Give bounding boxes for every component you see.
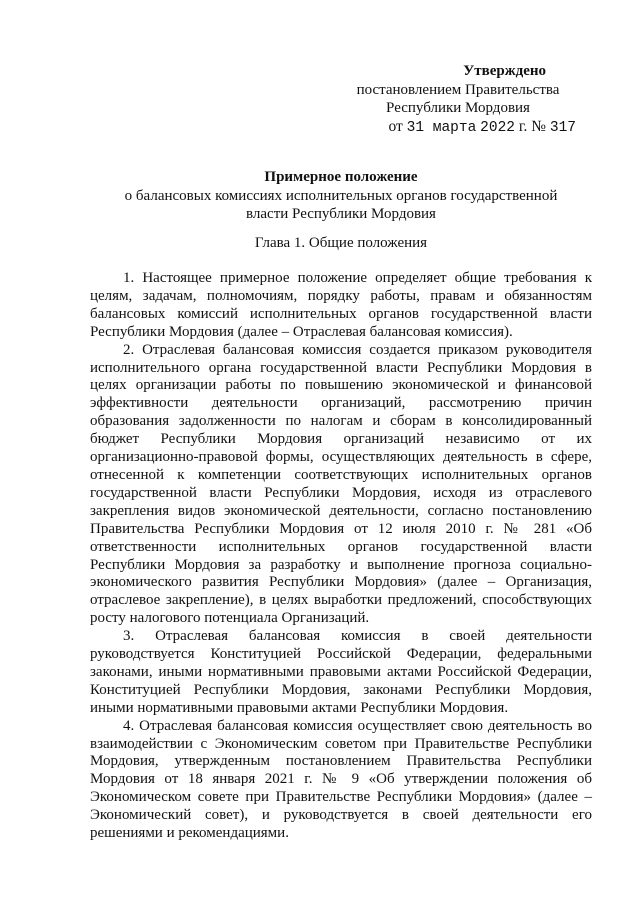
document-title: [90, 168, 592, 224]
date-prefix: от: [388, 117, 403, 135]
paragraph-1: 1. Настоящее примерное положение определяет общие требования к целям, задачам, полномочиям, порядку работы, правам и обязанностям балансовых комиссий исполнительных органов государственной власти Республики Мордовия (далее – Отраслевая балансовая комиссия).: [90, 270, 592, 340]
paragraph-2: 2. Отраслевая балансовая комиссия создается приказом руководителя исполнительного органа государственной власти Республики Мордовия в целях организации работы по повышению экономической и финансовой эффективности деятельности организаций, рассмотрению причин образования задолженности по налогам и сборам в консолидированный бюджет Республики Мордовия организаций независимо от их организационно-правовой формы, осуществляющих деятельность в сфере, отнесенной к компетенции соответствующих исполнительных органов государственной власти Республики Мордовия, исходя из отраслевого закрепления видов экономической деятельности, согласно постановлению Правительства Республики Мордовия от 12 июля 2010 г. № 281 «Об ответственности исполнительных органов государственной власти Республики Мордовия за разработку и выполнение прогноза социально-экономического развития Республики Мордовия» (далее – Организация, отраслевое закрепление), в целях выработки предложений, способствующих росту налогового потенциала Организаций.: [90, 341, 592, 627]
paragraph-3: 3. Отраслевая балансовая комиссия в своей деятельности руководствуется Конституцией Российской Федерации, федеральными законами, иными нормативными правовыми актами Российской Федерации, Конституцией Республики Мордовия, законами Республики Мордовия, иными нормативными правовыми актами Республики Мордовия.: [90, 628, 592, 716]
paragraph-4: 4. Отраслевая балансовая комиссия осуществляет свою деятельность во взаимодействии с Экономическим советом при Правительстве Республики Мордовия, утвержденным постановлением Правительства Республики Мордовия от 18 января 2021 г. № 9 «Об утверждении положения об Экономическом совете при Правительстве Республики Мордовия» (далее – Экономический совет), и руководствуется в своей деятельности его решениями и рекомендациями.: [90, 717, 592, 842]
date-suffix: г. №: [518, 117, 547, 135]
approval-line-2: Республики Мордовия: [386, 100, 530, 116]
approved-label: Утверждено: [463, 63, 546, 79]
title-subtitle-line-1: о балансовых комиссиях исполнительных органов государственной: [124, 187, 558, 204]
chapter-heading: Глава 1. Общие положения: [254, 235, 428, 251]
document-number: 317: [549, 119, 576, 136]
date-year: 2022: [480, 119, 515, 136]
date-day-month: 31 марта: [406, 119, 477, 136]
approval-line-1: постановлением Правительства: [356, 81, 560, 98]
title-subtitle-line-2: власти Республики Мордовия: [246, 206, 436, 222]
title-heading: Примерное положение: [264, 169, 418, 185]
approval-date: [340, 118, 576, 138]
document-body: [90, 270, 592, 843]
approval-stamp: [340, 62, 576, 137]
